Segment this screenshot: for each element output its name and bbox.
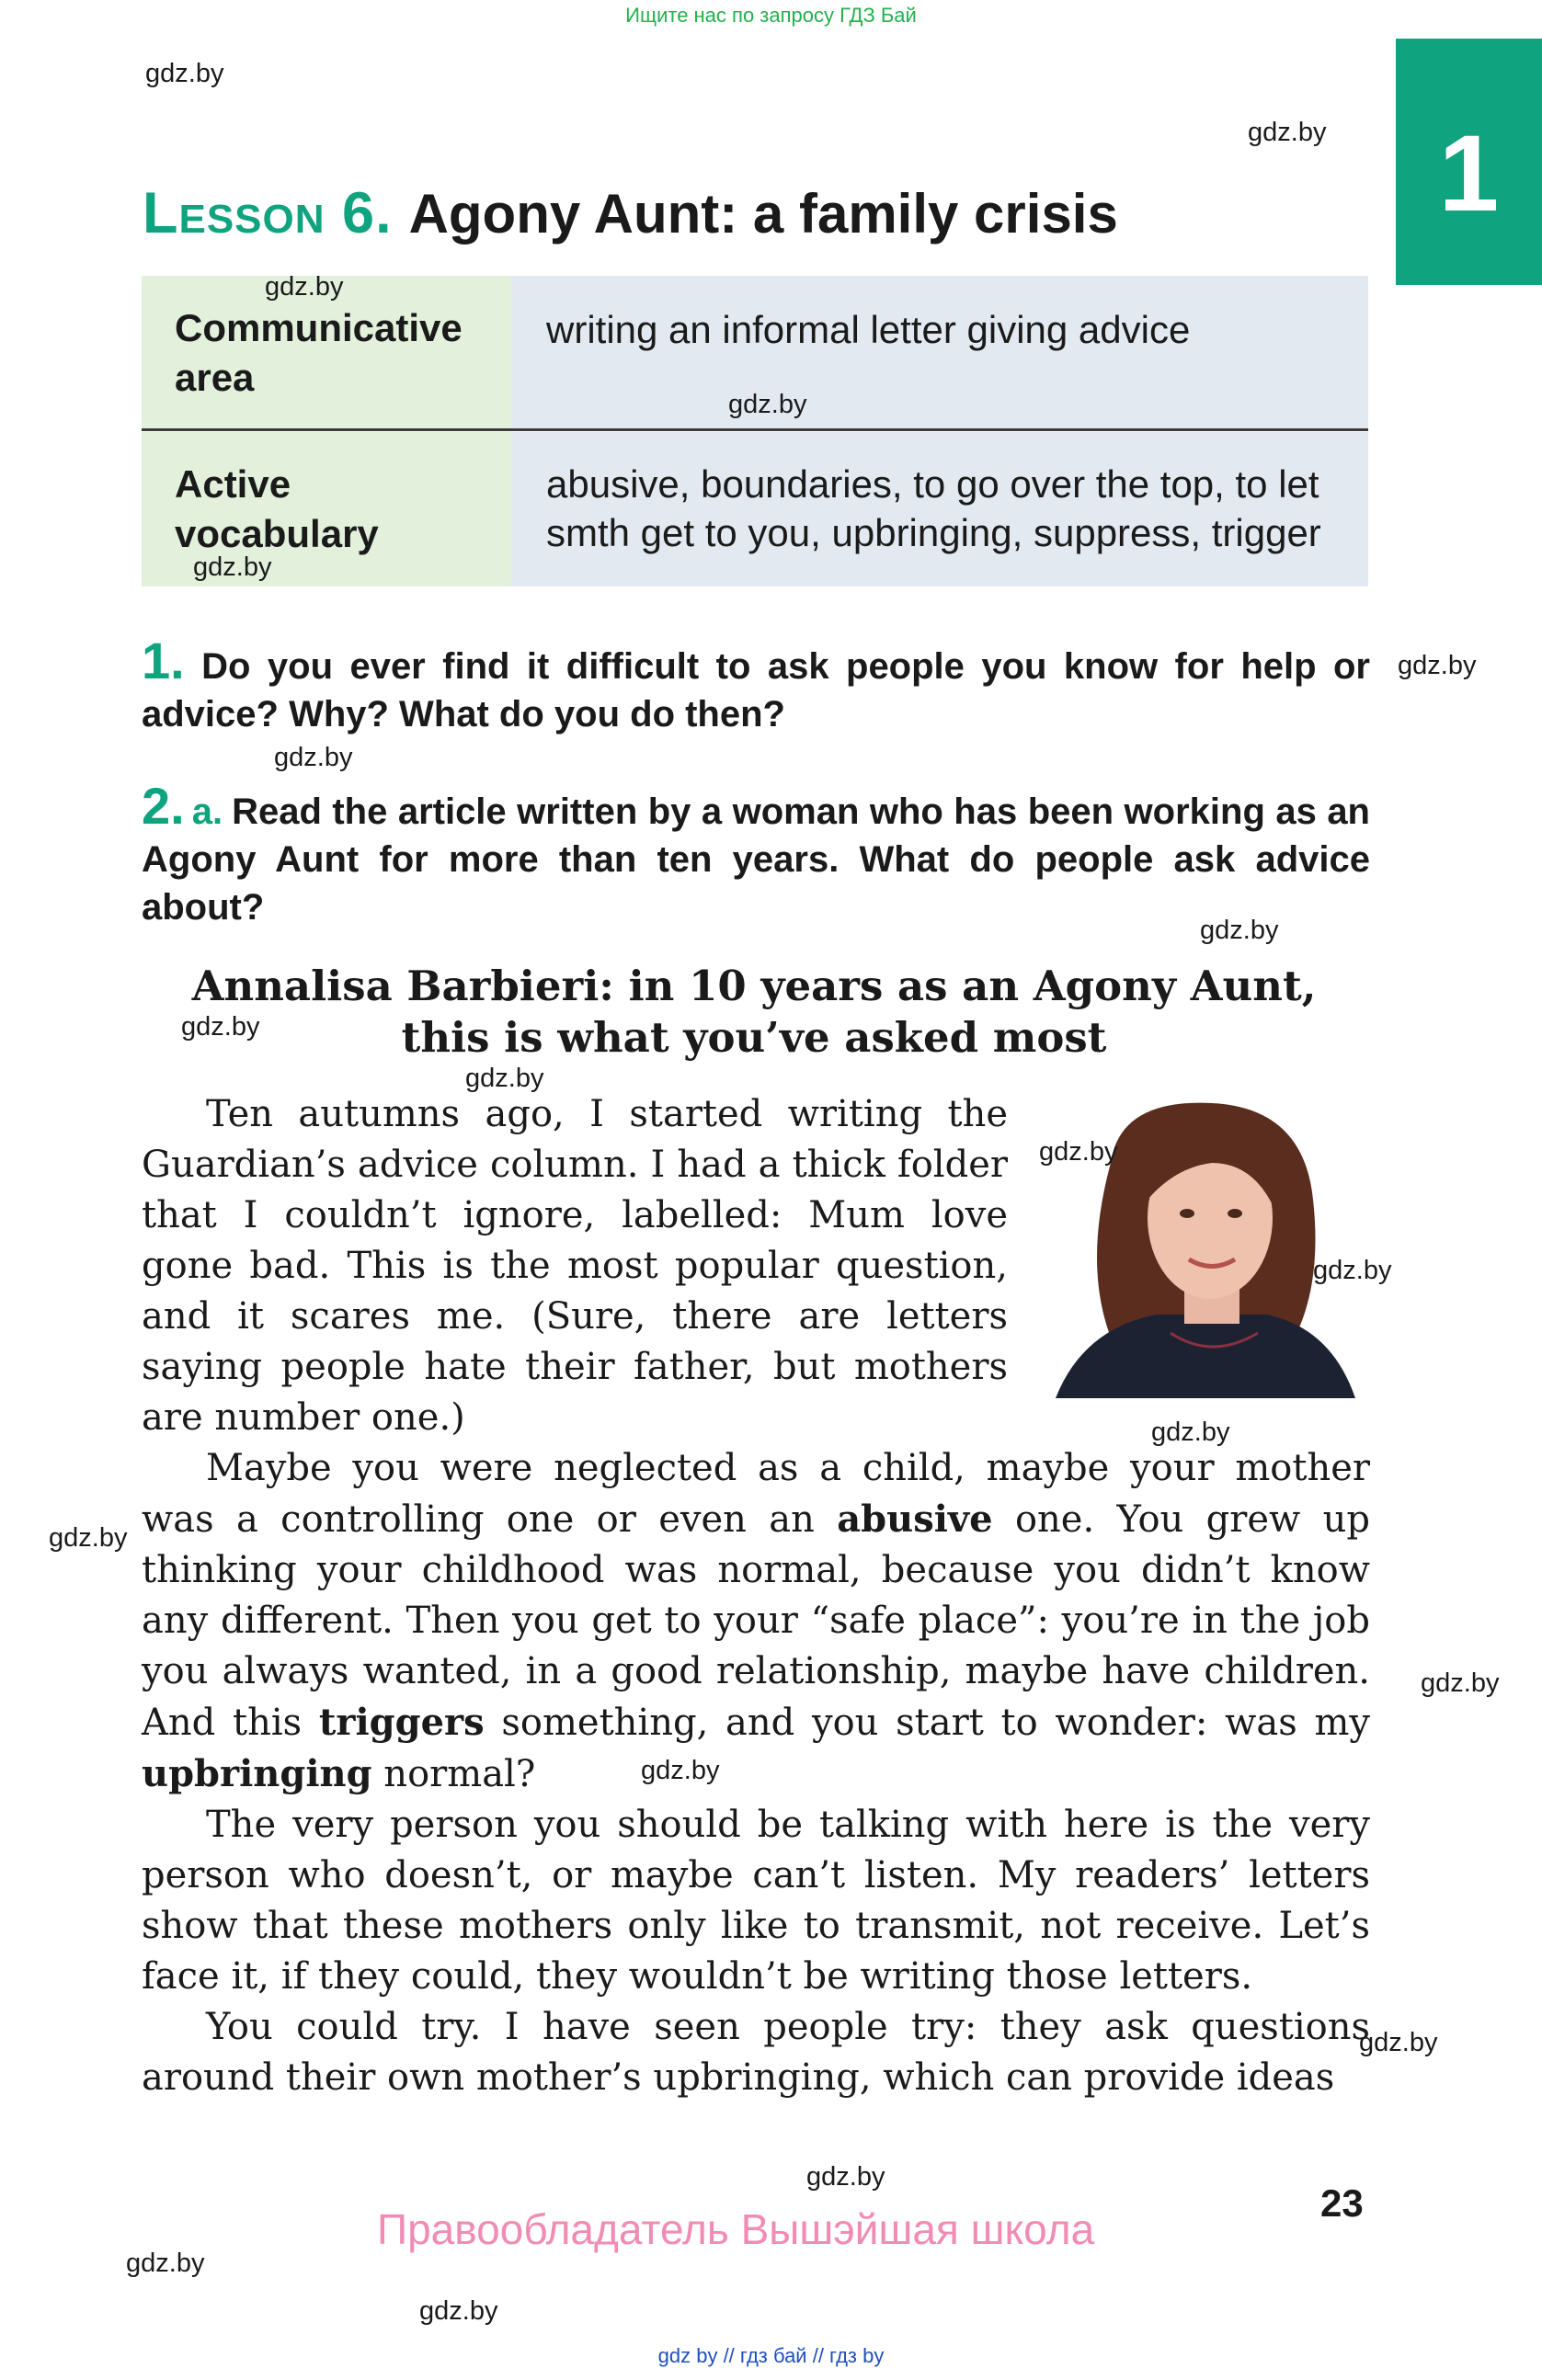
- vocab-word: abusive: [837, 1497, 993, 1541]
- task-2a: [142, 777, 1370, 931]
- vocab-word: triggers: [318, 1701, 485, 1744]
- article-title-line: Annalisa Barbieri: in 10 years as an Agony Aunt,: [191, 962, 1317, 1010]
- vocab-word: upbringing: [142, 1752, 372, 1795]
- watermark: gdz.by: [49, 1523, 128, 1553]
- watermark: gdz.by: [126, 2249, 205, 2278]
- watermark: gdz.by: [1359, 2028, 1438, 2057]
- watermark: gdz.by: [274, 743, 353, 772]
- table-cell: [511, 276, 1368, 428]
- unit-tab: [1396, 39, 1542, 285]
- lesson-label: Lesson 6.: [143, 181, 393, 245]
- watermark: gdz.by: [1421, 1668, 1500, 1698]
- copyright-notice: Правообладатель Вышэйшая школа: [377, 2205, 1095, 2253]
- lesson-title: Agony Aunt: a family crisis: [408, 183, 1118, 245]
- watermark: gdz.by: [1313, 1256, 1392, 1285]
- watermark: gdz.by: [1151, 1418, 1230, 1447]
- article-paragraph: The very person you should be talking with here is the very person who doesn’t, or maybe can’t listen. My readers’ letters show that these mothers only like to transmit, not receive. Let’s face it, if they could, they wouldn’t be writing those letters.: [142, 1804, 1370, 1998]
- watermark: gdz.by: [145, 59, 224, 88]
- article-title-line: this is what you’ve asked most: [401, 1013, 1107, 1062]
- communicative-area-label: Communicative area: [175, 306, 463, 399]
- page-number: 23: [1320, 2181, 1364, 2225]
- footer-links[interactable]: gdz by // гдз бай // гдз by: [657, 2344, 885, 2367]
- watermark: gdz.by: [806, 2162, 885, 2192]
- active-vocabulary-label: Active vocabulary: [175, 462, 379, 555]
- watermark: gdz.by: [728, 390, 807, 419]
- task-text: Read the article written by a woman who has been working as an Agony Aunt for more than ten years. What do people ask advice about?: [142, 791, 1370, 928]
- active-vocabulary-text: abusive, boundaries, to go over the top, to let smth get to you, upbringing, suppress, trigger: [546, 462, 1321, 554]
- watermark: gdz.by: [181, 1012, 260, 1042]
- table-cell: [511, 432, 1368, 586]
- watermark: gdz.by: [1200, 916, 1279, 945]
- watermark: gdz.by: [1039, 1137, 1118, 1167]
- table-divider: [142, 428, 1368, 431]
- watermark: gdz.by: [641, 1756, 720, 1785]
- article-paragraph: Maybe you were neglected as a child, maybe your mother was a controlling one or even an abusive one. You grew up thinking your childhood was normal, because you didn’t know any different. Then you get to your “safe place”: you’re in the job you always wanted, in a good relationship, maybe have children. And this triggers something, and you start to wonder: was my upbringing normal?: [142, 1447, 1371, 1795]
- lesson-info-table: [142, 276, 1368, 586]
- lesson-heading: [143, 180, 1118, 246]
- task-1: [142, 632, 1370, 738]
- watermark: gdz.by: [1248, 118, 1327, 147]
- communicative-area-text: writing an informal letter giving advice: [546, 308, 1191, 351]
- watermark: gdz.by: [419, 2296, 498, 2326]
- article-body: [142, 1443, 1370, 2103]
- watermark: gdz.by: [465, 1064, 544, 1093]
- article-paragraph: Ten autumns ago, I started writing the Guardian’s advice column. I had a thick folder that I couldn’t ignore, labelled: Mum love gone bad. This is the most popular question, and it scares me. (Sure, there are letters saying people hate their father, but mothers are number one.): [142, 1093, 1008, 1439]
- task-sub-label: a.: [191, 791, 223, 832]
- article-title: [138, 961, 1370, 1064]
- watermark: gdz.by: [265, 272, 344, 302]
- unit-number: 1: [1438, 113, 1500, 234]
- watermark: gdz.by: [1398, 651, 1477, 680]
- watermark: gdz.by: [193, 552, 272, 582]
- task-number: 1.: [142, 632, 185, 689]
- article-paragraph: You could try. I have seen people try: they ask questions around their own mother’s upbringing, which can provide ideas: [142, 2006, 1370, 2099]
- task-text: Do you ever find it difficult to ask people you know for help or advice? Why? What do you do then?: [142, 646, 1370, 734]
- top-search-note: Ищите нас по запросу ГДЗ Бай: [625, 4, 917, 27]
- task-number: 2.: [142, 777, 185, 835]
